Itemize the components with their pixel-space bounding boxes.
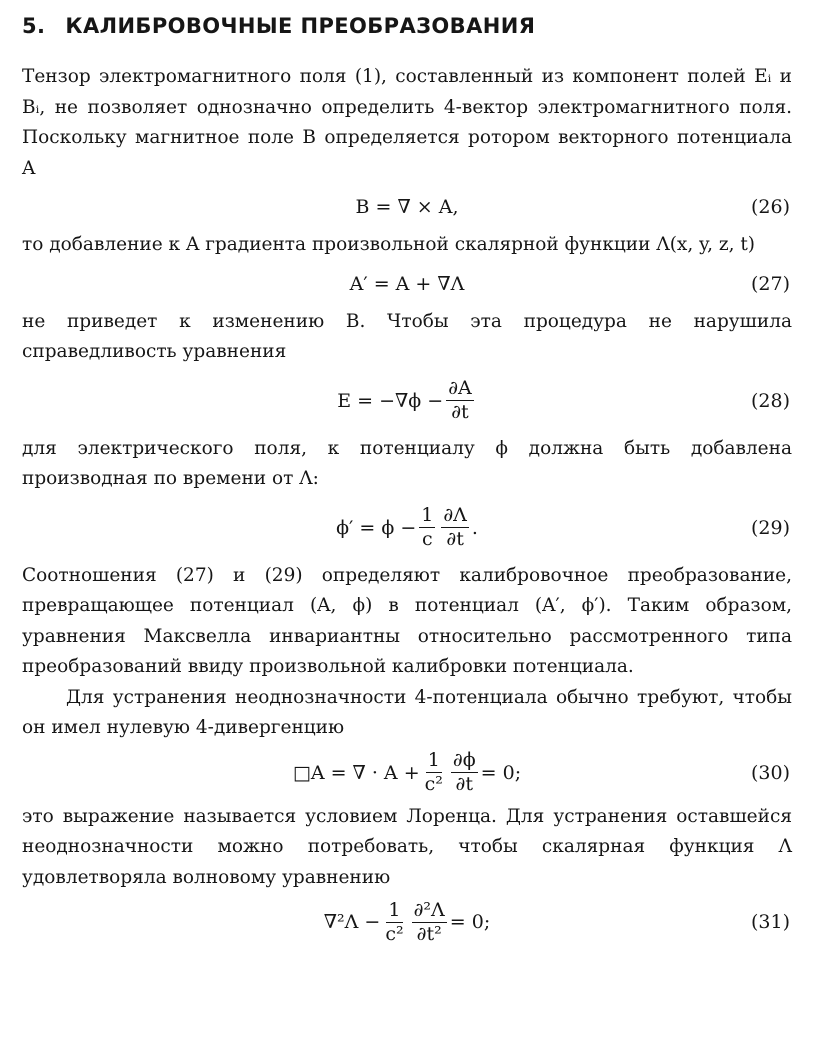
paragraph-4: для электрического поля, к потенциалу ϕ должна быть добавлена производная по времени от Λ: <box>22 437 792 489</box>
equation-29-numerator-2: ∂Λ <box>443 504 467 527</box>
equation-29-fraction-1 <box>419 505 435 550</box>
equation-31-rhs: = 0; <box>449 911 491 933</box>
equation-31-lhs: ∇²Λ − <box>323 911 381 933</box>
equation-31 <box>22 893 792 951</box>
paragraph-7: это выражение называется условием Лоренца. Для устранения оставшейся неоднозначности можно потребовать, чтобы скалярная функция Λ удовлетворяла волновому уравнению <box>22 805 792 888</box>
paragraph-2: то добавление к A градиента произвольной скалярной функции Λ(x, y, z, t) <box>22 234 756 255</box>
equation-31-denominator-1: c² <box>385 922 404 945</box>
section-heading <box>22 14 792 38</box>
equation-30-fraction-2 <box>451 750 478 795</box>
equation-31-numerator-2: ∂²Λ <box>413 898 445 921</box>
equation-30-number: (30) <box>750 761 790 784</box>
equation-27-number: (27) <box>750 272 790 295</box>
equation-29-denominator-1: c <box>421 528 433 550</box>
equation-28 <box>22 368 792 434</box>
equation-28-fraction <box>446 378 474 423</box>
equation-29-fraction-2 <box>441 505 469 550</box>
equation-29-number: (29) <box>750 516 790 539</box>
equation-28-denominator: ∂t <box>451 401 469 423</box>
equation-29-rhs: . <box>471 516 478 539</box>
equation-31-fraction-1 <box>383 900 405 945</box>
equation-31-denominator-2: ∂t² <box>416 922 442 945</box>
equation-29-numerator-1: 1 <box>421 504 434 527</box>
paragraph-1: Тензор электромагнитного поля (1), составленный из компонент полей Eᵢ и Bᵢ, не позволяет однозначно определить 4-вектор электромагнитного поля. Поскольку магнитное поле B определяется ротором векторного потенциала A <box>22 66 792 179</box>
paragraph-3: не приведет к изменению B. Чтобы эта процедура не нарушила справедливость уравнения <box>22 310 792 362</box>
equation-30-fraction-1 <box>423 750 445 795</box>
section-title: КАЛИБРОВОЧНЫЕ ПРЕОБРАЗОВАНИЯ <box>65 14 536 38</box>
paragraph-5: Соотношения (27) и (29) определяют калибровочное преобразование, превращающее потенциал (A, ϕ) в потенциал (A′, ϕ′). Таким образом, уравнения Максвелла инвариантны относительно рассмотренного типа преобразований ввиду произвольной калибровки потенциала. <box>22 564 792 677</box>
equation-28-lhs: E = −∇ϕ − <box>337 389 444 412</box>
equation-31-numerator-1: 1 <box>388 898 401 921</box>
equation-30 <box>22 744 792 802</box>
equation-31-fraction-2 <box>412 900 447 945</box>
equation-30-rhs: = 0; <box>480 761 522 784</box>
paragraph-6: Для устранения неоднозначности 4-потенциала обычно требуют, чтобы он имел нулевую 4-дивергенцию <box>22 686 792 738</box>
equation-29-lhs: ϕ′ = ϕ − <box>336 516 417 539</box>
equation-31-number: (31) <box>750 911 790 933</box>
equation-28-numerator: ∂A <box>448 377 472 400</box>
equation-27-body: A′ = A + ∇Λ <box>349 272 465 295</box>
equation-29 <box>22 495 792 561</box>
equation-30-denominator-2: ∂t <box>455 773 474 795</box>
equation-29-denominator-2: ∂t <box>446 528 464 550</box>
equation-27 <box>22 261 792 307</box>
equation-30-denominator-1: c² <box>424 773 443 795</box>
equation-28-number: (28) <box>750 389 790 412</box>
section-number: 5. <box>22 14 46 38</box>
equation-30-lhs: □A = ∇ · A + <box>292 761 420 784</box>
equation-30-numerator-1: 1 <box>427 749 440 772</box>
equation-26-body: B = ∇ × A, <box>355 196 459 218</box>
equation-26 <box>22 184 792 230</box>
equation-30-numerator-2: ∂ϕ <box>452 749 476 772</box>
equation-26-number: (26) <box>750 196 790 218</box>
